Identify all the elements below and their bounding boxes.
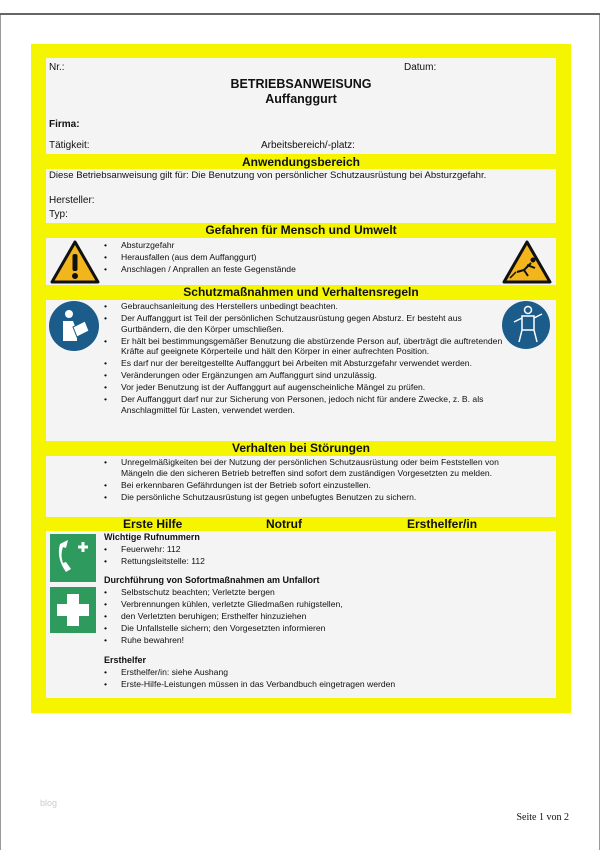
nr-label: Nr.: bbox=[49, 62, 65, 73]
schutzmassnahmen-heading: Schutzmaßnahmen und Verhaltensregeln bbox=[183, 285, 419, 299]
list-item: • den Verletzten beruhigen; Ersthelfer hinzuziehen bbox=[104, 611, 395, 622]
list-item: • Erste-Hilfe-Leistungen müssen in das Verbandbuch eingetragen werden bbox=[104, 679, 395, 690]
gefahren-list bbox=[104, 240, 296, 276]
firma-label: Firma: bbox=[49, 119, 80, 130]
hersteller-label: Hersteller: bbox=[49, 195, 95, 206]
warning-triangle-icon bbox=[50, 240, 100, 284]
list-item: • Unregelmäßigkeiten bei der Nutzung der persönlichen Schutzausrüstung oder beim Feststellen von Mängeln die den sicheren Betrieb betreffen sind sofort dem zuständigen Vorgesetzten zu melden. bbox=[104, 457, 504, 478]
read-manual-icon bbox=[49, 301, 99, 351]
wear-harness-icon bbox=[502, 301, 550, 349]
emergency-phone-icon bbox=[50, 534, 96, 582]
list-item: • Feuerwehr: 112 bbox=[104, 544, 395, 555]
list-item: • Die persönliche Schutzausrüstung ist gegen unbefugtes Benutzen zu sichern. bbox=[104, 492, 504, 503]
first-aid-cross-icon bbox=[50, 587, 96, 633]
list-item: • Ruhe bewahren! bbox=[104, 635, 395, 646]
stoerungen-list bbox=[104, 457, 504, 504]
gefahren-heading: Gefahren für Mensch und Umwelt bbox=[205, 223, 397, 237]
schutzmassnahmen-section bbox=[46, 300, 556, 441]
rufnummern-title: Wichtige Rufnummern bbox=[104, 532, 200, 542]
window-top-bar bbox=[0, 0, 600, 15]
list-item: • Der Auffanggurt ist Teil der persönlichen Schutzausrüstung gegen Absturz. Er besteht aus Gurtbändern, die den Körper umschließen. bbox=[104, 313, 504, 334]
betriebsanweisung-frame bbox=[31, 44, 571, 713]
list-item: • Es darf nur der bereitgestellte Auffanggurt bei Arbeiten mit Absturzgefahr verwendet werden. bbox=[104, 358, 504, 369]
erste-hilfe-section bbox=[46, 531, 556, 698]
sofortmassnahmen-list bbox=[104, 587, 395, 646]
list-item: • Die Unfallstelle sichern; den Vorgesetzten informieren bbox=[104, 623, 395, 634]
arbeitsbereich-label: Arbeitsbereich/-platz: bbox=[261, 140, 355, 151]
datum-label: Datum: bbox=[404, 62, 437, 73]
anwendung-text: Diese Betriebsanweisung gilt für: Die Benutzung von persönlicher Schutzausrüstung bei Absturzgefahr. bbox=[49, 170, 487, 181]
watermark: blog bbox=[40, 798, 58, 808]
rufnummern-list bbox=[104, 544, 395, 567]
erste-hilfe-heading: Erste Hilfe bbox=[123, 517, 183, 531]
stoerungen-heading: Verhalten bei Störungen bbox=[231, 441, 371, 455]
ersthelfer-title: Ersthelfer bbox=[104, 655, 147, 666]
taetigkeit-label: Tätigkeit: bbox=[49, 140, 90, 151]
list-item: • Herausfallen (aus dem Auffanggurt) bbox=[104, 252, 296, 263]
fall-hazard-icon bbox=[502, 240, 552, 284]
anwendungsbereich-heading: Anwendungsbereich bbox=[241, 155, 360, 169]
list-item: • Absturzgefahr bbox=[104, 240, 296, 251]
schutzmassnahmen-list bbox=[104, 301, 504, 417]
list-item: • Rettungsleitstelle: 112 bbox=[104, 556, 395, 567]
list-item: • Selbstschutz beachten; Verletzte bergen bbox=[104, 587, 395, 598]
list-item: • Der Auffanggurt darf nur zur Sicherung von Personen, jedoch nicht für andere Zwecke, z. B. als Anschlagmittel für Lasten, verwendet werden. bbox=[104, 394, 504, 415]
notruf-heading: Notruf bbox=[266, 517, 302, 531]
document-subtitle: Auffanggurt bbox=[265, 92, 337, 106]
list-item: • Anschlagen / Anprallen an feste Gegenstände bbox=[104, 264, 296, 275]
header-section bbox=[46, 58, 556, 154]
list-item: • Er hält bei bestimmungsgemäßer Benutzung die abstürzende Person auf, überträgt die auftretenden Kräfte auf geeignete Körperteile und hält den Körper in einer aufrechten Position. bbox=[104, 336, 504, 357]
gefahren-section bbox=[46, 238, 556, 285]
list-item: • Vor jeder Benutzung ist der Auffanggurt auf augenscheinliche Mängel zu prüfen. bbox=[104, 382, 504, 393]
page-number: Seite 1 von 2 bbox=[516, 812, 569, 823]
ersthelfer-list bbox=[104, 667, 395, 690]
list-item: • Gebrauchsanleitung des Herstellers unbedingt beachten. bbox=[104, 301, 504, 312]
list-item: • Verbrennungen kühlen, verletzte Gliedmaßen ruhigstellen, bbox=[104, 599, 395, 610]
erste-hilfe-content bbox=[104, 532, 395, 691]
document-title: BETRIEBSANWEISUNG bbox=[230, 77, 372, 91]
list-item: • Ersthelfer/in: siehe Aushang bbox=[104, 667, 395, 678]
list-item: • Bei erkennbaren Gefährdungen ist der Betrieb sofort einzustellen. bbox=[104, 480, 504, 491]
ersthelfer-heading: Ersthelfer/in bbox=[407, 517, 478, 531]
typ-label: Typ: bbox=[49, 209, 68, 220]
sofortmassnahmen-title: Durchführung von Sofortmaßnahmen am Unfallort bbox=[104, 575, 320, 586]
stoerungen-section bbox=[46, 456, 556, 517]
list-item: • Veränderungen oder Ergänzungen am Auffanggurt sind unzulässig. bbox=[104, 370, 504, 381]
anwendungsbereich-section bbox=[46, 169, 556, 223]
